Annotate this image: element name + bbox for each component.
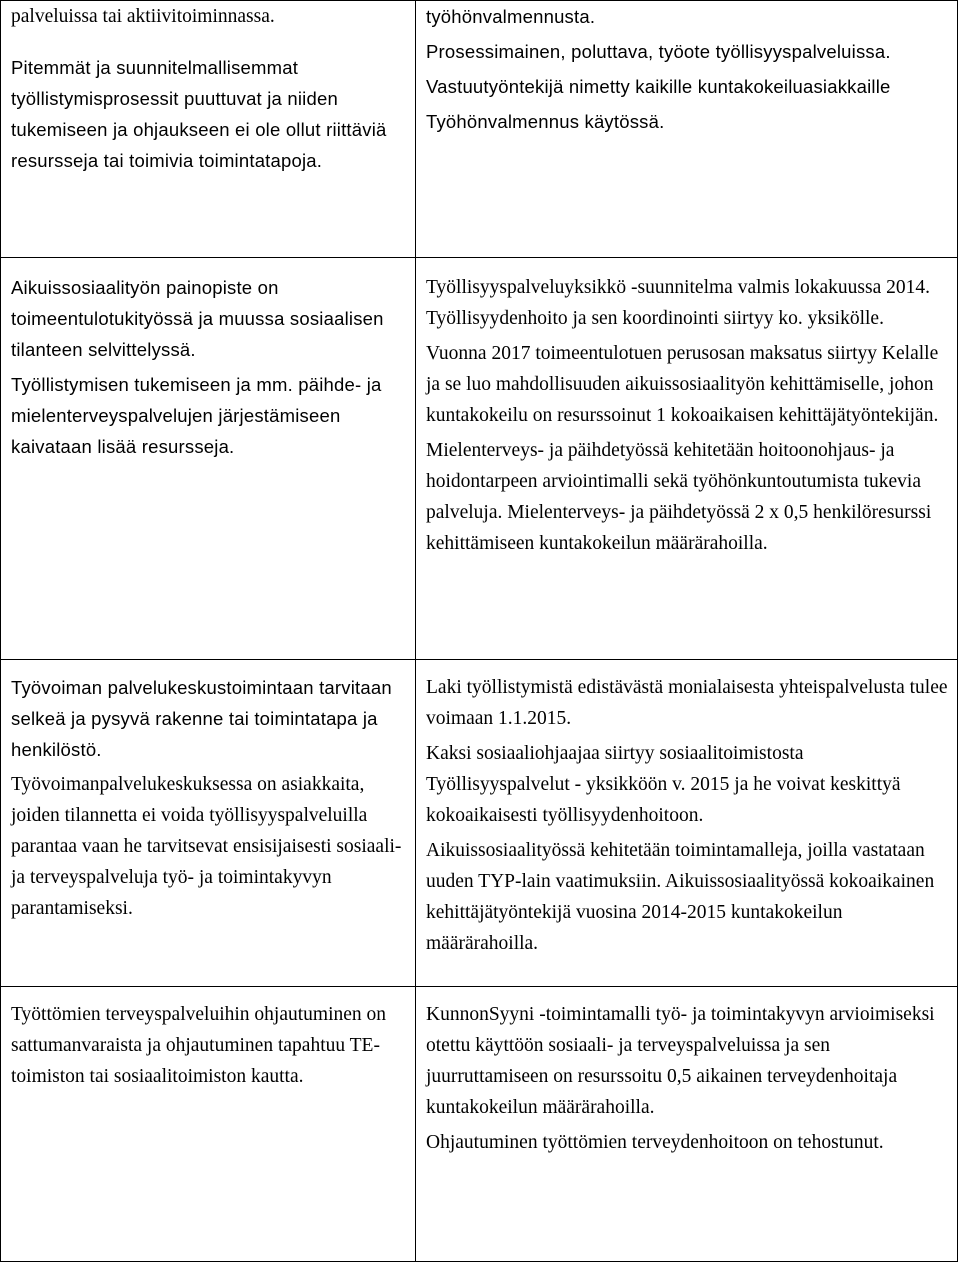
paragraph: Vuonna 2017 toimeentulotuen perusosan maksatus siirtyy Kelalle ja se luo mahdollisuuden aikuissosiaalityön kehittämiselle, johon kuntakokeilu on resurssoinut 1 kokoaikaisen kehittäjätyöntekijän. <box>426 343 939 426</box>
table-cell-left <box>1 258 416 660</box>
table-row <box>1 660 958 987</box>
paragraph: Vastuutyöntekijä nimetty kaikille kuntakokeiluasiakkaille <box>426 76 891 97</box>
table-row <box>1 258 958 660</box>
paragraph: Ohjautuminen työttömien terveydenhoitoon on tehostunut. <box>426 1132 884 1153</box>
paragraph: Laki työllistymistä edistävästä monialaisesta yhteispalvelusta tulee voimaan 1.1.2015. <box>426 677 948 729</box>
table-cell-right <box>416 660 958 987</box>
paragraph: Mielenterveys- ja päihdetyössä kehitetään hoitoonohjaus- ja hoidontarpeen arviointimalli sekä työhönkuntoutumista tukevia palveluja. Mielenterveys- ja päihdetyössä 2 x 0,5 henkilöresurssi kehittämiseen kuntakokeilun määrärahoilla. <box>426 440 932 554</box>
table-cell-left <box>1 987 416 1262</box>
paragraph: Kaksi sosiaaliohjaajaa siirtyy sosiaalitoimistosta Työllisyyspalvelut - yksikköön v. 2015 ja he voivat keskittyä kokoaikaisesti työllisyydenhoitoon. <box>426 743 901 826</box>
paragraph: Aikuissosiaalityössä kehitetään toimintamalleja, joilla vastataan uuden TYP-lain vaatimuksiin. Aikuissosiaalityössä kokoaikainen kehittäjätyöntekijä vuosina 2014-2015 kuntakokeilun määrärahoilla. <box>426 840 935 954</box>
table-cell-right <box>416 987 958 1262</box>
table-cell-right <box>416 1 958 258</box>
paragraph: KunnonSyyni -toimintamalli työ- ja toimintakyvyn arvioimiseksi otettu käyttöön sosiaali- ja terveyspalveluissa ja sen juurruttamiseen on resurssoitu 0,5 aikainen terveydenhoitaja kuntakokeilun määrärahoilla. <box>426 1004 935 1118</box>
paragraph: Työhönvalmennus käytössä. <box>426 111 665 132</box>
paragraph: työhönvalmennusta. <box>426 6 596 27</box>
table-row <box>1 1 958 258</box>
paragraph: Prosessimainen, poluttava, työote työllisyyspalveluissa. <box>426 41 891 62</box>
paragraph: Työttömien terveyspalveluihin ohjautuminen on sattumanvaraista ja ohjautuminen tapahtuu TE-toimiston tai sosiaalitoimiston kautta. <box>11 1004 387 1087</box>
table-cell-left <box>1 660 416 987</box>
paragraph: Aikuissosiaalityön painopiste on toimeentulotukityössä ja muussa sosiaalisen tilanteen selvittelyssä. <box>11 277 384 360</box>
table-cell-right <box>416 258 958 660</box>
paragraph: Työllisyyspalveluyksikkö -suunnitelma valmis lokakuussa 2014. Työllisyydenhoito ja sen koordinointi siirtyy ko. yksikölle. <box>426 277 930 329</box>
table-cell-left <box>1 1 416 258</box>
table-row <box>1 987 958 1262</box>
paragraph: Työvoiman palvelukeskustoimintaan tarvitaan selkeä ja pysyvä rakenne tai toimintatapa ja henkilöstö. <box>11 677 392 760</box>
paragraph: palveluissa tai aktiivitoiminnassa. <box>11 6 275 27</box>
paragraph: Työllistymisen tukemiseen ja mm. päihde- ja mielenterveyspalvelujen järjestämiseen kaivataan lisää resursseja. <box>11 374 382 457</box>
paragraph: Pitemmät ja suunnitelmallisemmat työllistymisprosessit puuttuvat ja niiden tukemiseen ja ohjaukseen ei ole ollut riittäviä resursseja tai toimivia toimintatapoja. <box>11 57 387 171</box>
paragraph: Työvoimanpalvelukeskuksessa on asiakkaita, joiden tilannetta ei voida työllisyyspalveluilla parantaa vaan he tarvitsevat ensisijaisesti sosiaali- ja terveyspalveluja työ- ja toimintakyvyn parantamiseksi. <box>11 774 402 919</box>
